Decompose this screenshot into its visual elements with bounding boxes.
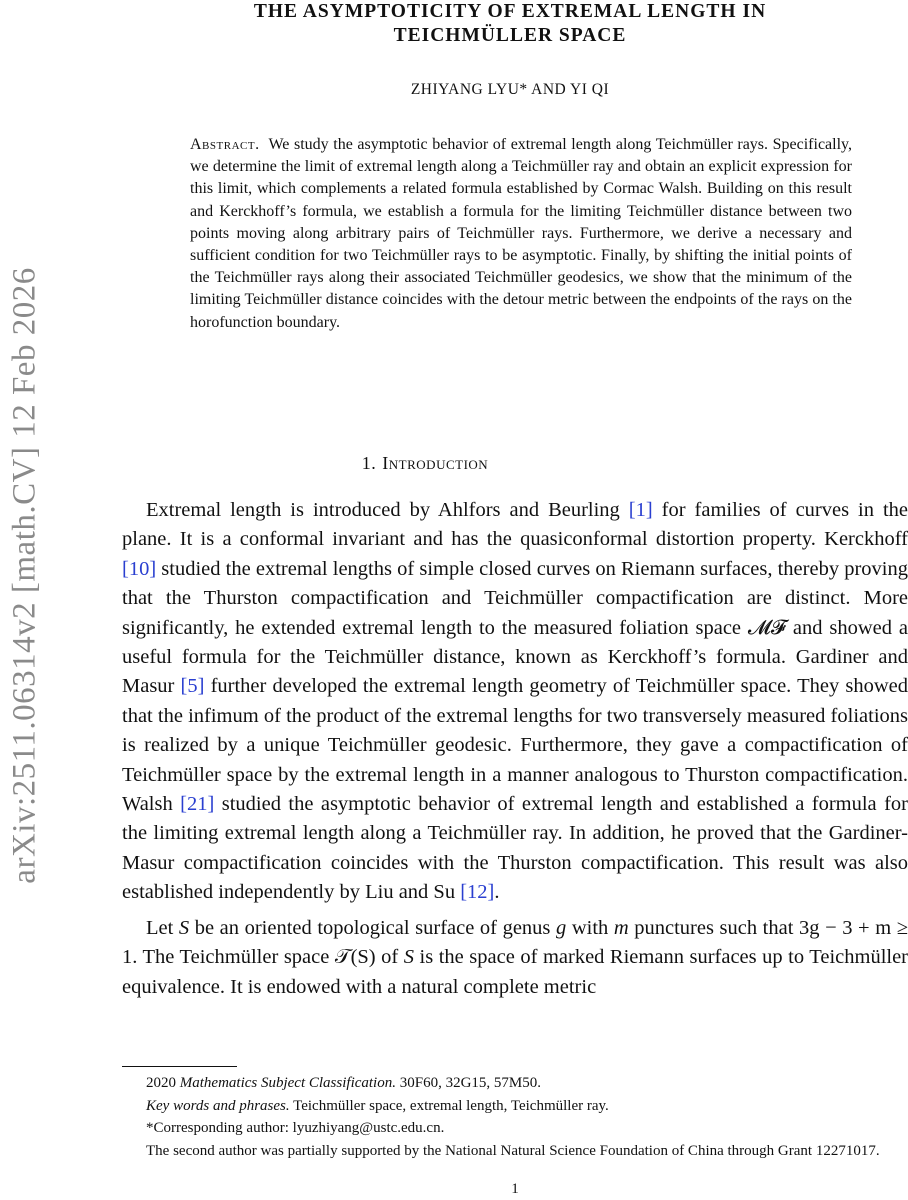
text-run: with [566,916,614,939]
math-var-s: S [403,946,415,969]
footnote-funding: The second author was partially supported by the National Natural Science Foundation of China through Grant 12271017. [146,1142,880,1159]
title-line-1: THE ASYMPTOTICITY OF EXTREMAL LENGTH IN [253,1,767,22]
abstract [190,134,852,334]
intro-paragraph-2 [122,914,908,1002]
math-teichmuller-space: 𝒯(S) [334,946,376,969]
intro-paragraph-1 [122,496,908,908]
text-run: of [375,946,404,969]
citation-link[interactable]: [12] [460,881,495,904]
math-var-s: S [178,916,190,939]
footnote-keywords [122,1095,908,1118]
paper-authors: ZHIYANG LYU* AND YI QI [410,81,610,98]
keywords-label: Key words and phrases. [146,1097,290,1114]
text-run: Extremal length is introduced by Ahlfors and Beurling [146,499,629,521]
arxiv-identifier-stamp [8,215,42,935]
introduction-body [122,496,908,1002]
text-run: be an oriented topological surface of genus [189,916,556,939]
title-line-2: TEICHMÜLLER SPACE [393,25,627,46]
abstract-text: We study the asymptotic behavior of extremal length along Teichmüller rays. Specifically, we determine the limit of extremal length along a Teichmüller ray and obtain an explicit expression for this limit, which complements a related formula established by Cormac Walsh. Building on this result and Kerckhoff’s formula, we establish a formula for the limiting Teichmüller distance between two points moving along arbitrary pairs of Teichmüller rays. Furthermore, we derive a necessary and sufficient condition for two Teichmüller rays to be asymptotic. Finally, by shifting the initial points of the Teichmüller rays along their associated Teichmüller geodesics, we show that the minimum of the limiting Teichmüller distance coincides with the detour metric between the endpoints of the rays on the horofunction boundary. [190,136,852,331]
text-run: is the space of marked Riemann surfaces up to Teichmüller equivalence. It is endowed with a natural complete metric [122,946,908,998]
paper-title [160,0,860,48]
abstract-label: Abstract. [190,136,260,153]
text-run: and showed a useful formula for the Teichmüller distance, known as Kerckhoff’s formula. Gardiner and Masur [122,616,908,698]
msc-label: Mathematics Subject Classification. [179,1075,396,1091]
math-inequality: 3g − 3 + m ≥ 1 [122,916,908,969]
footnotes [122,1072,908,1162]
text-run: Let [146,916,179,939]
text-run: further developed the extremal length geometry of Teichmüller space. They showed that the infimum of the product of the extremal lengths for two transversely measured foliations is realized by a unique Teichmüller geodesic. Furthermore, they gave a compactification of Teichmüller space by the extremal length in a manner analogous to Thurston compactification. Walsh [122,675,908,816]
section-heading [160,453,690,474]
section-name: Introduction [382,453,489,473]
citation-link[interactable]: [10] [122,557,157,580]
text-run: punctures such that [628,916,799,939]
footnote-msc [122,1072,908,1095]
footnote-corresponding-author: *Corresponding author: lyuzhiyang@ustc.edu.cn. [146,1120,445,1136]
math-var-m: m [613,916,629,939]
citation-link[interactable]: [21] [180,793,215,816]
math-mf: 𝓜𝓕 [747,616,786,639]
math-var-g: g [555,916,567,939]
text-run: . The Teichmüller space [132,946,335,969]
citation-link[interactable]: [1] [628,499,653,521]
citation-link[interactable]: [5] [180,675,205,698]
text-run: for families of curves in the plane. It is a conformal invariant and has the quasiconformal distortion property. Kerckhoff [122,499,908,551]
text-run: studied the asymptotic behavior of extremal length and established a formula for the limiting extremal length along a Teichmüller ray. In addition, he proved that the Gardiner-Masur compactification coincides with the Thurston compactification. This result was also established independently by Liu and Su [122,793,908,904]
footnote-divider [122,1066,237,1067]
msc-codes: 30F60, 32G15, 57M50. [399,1075,541,1091]
text-run: studied the extremal lengths of simple closed curves on Riemann surfaces, thereby proving that the Thurston compactification and Teichmüller compactification are distinct. More significantly, he extended extremal length to the measured foliation space [122,557,908,639]
keywords-text: Teichmüller space, extremal length, Teichmüller ray. [293,1097,609,1114]
section-number: 1. [361,453,377,473]
text-run: . [494,881,500,904]
arxiv-identifier-text: arXiv:2511.06314v2 [math.CV] 12 Feb 2026 [6,266,43,884]
page-number: 1 [511,1181,519,1197]
msc-year: 2020 [146,1075,176,1091]
